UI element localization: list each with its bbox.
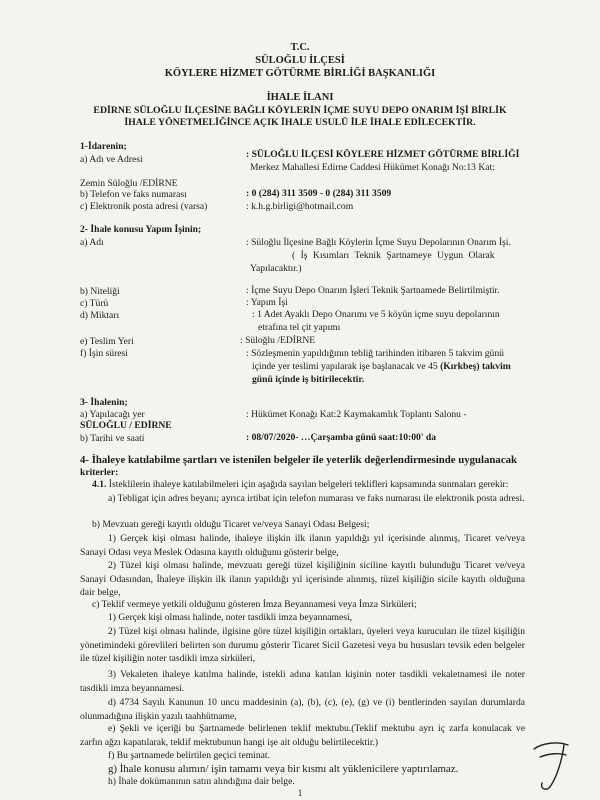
quantity-label: d) Miktarı bbox=[80, 310, 120, 321]
document-title: İHALE İLANI bbox=[266, 92, 334, 103]
duration-value-line2-end: takvim bbox=[481, 361, 511, 372]
nature-label: b) Niteliği bbox=[80, 286, 120, 297]
requirement-g: g) İhale konusu alımın/ işin tamamı veya bir kısmı alt yüklenicilere yaptırılamaz. bbox=[108, 763, 459, 775]
admin-address-cont: Zemin Süloğlu /EDİRNE bbox=[80, 178, 178, 189]
duration-label: f) İşin süresi bbox=[80, 348, 128, 359]
work-name-value-line3: Yapılacaktır.) bbox=[250, 263, 302, 274]
requirement-a: a) Tebligat için adres beyanı; ayrıca irtibat için telefon numarası ve faks numarası ile elektronik posta adresi. bbox=[108, 493, 525, 504]
nature-value: : İçme Suyu Depo Onarım İşleri Teknik Şartnamede Belirtilmiştir. bbox=[246, 285, 500, 296]
duration-value-line2-text: içinde yer teslimi yapılarak işe başlanacak ve 45 bbox=[252, 361, 438, 372]
work-name-value-line1: : Süloğlu İlçesine Bağlı Köylerin İçme Suyu Depolarının Onarım İşi. bbox=[246, 237, 511, 248]
requirement-e: e) Şekli ve içeriği bu Şartnamede belirlenen teklif mektubu.(Teklif mektubu ayrı iç zarfa konulacak ve zarfın ağzı kapatılarak, teklif mektubunun hangi işe ait olduğu belirtilecektir.) bbox=[80, 723, 525, 748]
tender-place-label: a) Yapılacağı yer bbox=[80, 409, 145, 420]
tender-date-value: : 08/07/2020- …Çarşamba günü saat:10:00' da bbox=[246, 432, 437, 443]
quantity-value-line2: etrafına tel çit yapımı bbox=[258, 322, 341, 333]
work-name-value-line2: ( İş Kısımları Teknik Şartnameye Uygun Olarak bbox=[292, 250, 495, 261]
quantity-value-line1: : 1 Adet Ayaklı Depo Onarımı ve 5 köyün içme suyu depolarının bbox=[252, 309, 500, 320]
clause-4-1-number: 4.1. bbox=[92, 479, 107, 490]
section-3-heading: 3- İhalenin; bbox=[80, 397, 128, 408]
requirement-c: c) Teklif vermeye yetkili olduğunu gösteren İmza Beyannamesi veya İmza Sirküleri; bbox=[92, 599, 417, 610]
tender-place-value-line2: SÜLOĞLU / EDİRNE bbox=[80, 420, 172, 431]
section-4-heading-cont: kriterler: bbox=[80, 467, 119, 478]
duration-value-line1: : Sözleşmenin yapıldığının tebliğ tarihinden itibaren 5 takvim günü bbox=[246, 348, 504, 359]
tender-place-value: : Hükümet Konağı Kat:2 Kaymakamlık Toplantı Salonu - bbox=[246, 409, 467, 420]
requirement-c-2: 2) Tüzel kişi olması halinde, ilgisine göre tüzel kişiliğin ortakları, üyeleri veya kurucuları ile tüzel kişiliğin yönetimindeki görevlileri belirten son durumu gösterir Ticaret Sicil Gazetesi veya bu hususları tevsik eden belgeler ile tüzel kişiliğin noter tasdikli imza sirküleri, bbox=[80, 626, 525, 664]
delivery-place-label: e) Teslim Yeri bbox=[80, 336, 134, 347]
type-label: c) Türü bbox=[80, 298, 109, 309]
duration-days-in-words: (Kırkbeş) bbox=[440, 361, 480, 372]
clause-4-1 bbox=[92, 479, 508, 491]
section-1-heading: 1-İdarenin; bbox=[80, 141, 127, 152]
requirement-c-1: 1) Gerçek kişi olması halinde, noter tasdikli imza beyannamesi, bbox=[108, 612, 353, 623]
header-org-district: SÜLOĞLU İLÇESİ bbox=[255, 55, 345, 66]
work-name-label: a) Adı bbox=[80, 237, 104, 248]
header-org-name: KÖYLERE HİZMET GÖTÜRME BİRLİĞİ BAŞKANLIĞI bbox=[164, 68, 436, 79]
clause-4-1-text: İsteklilerin ihaleye katılabilmeleri için aşağıda sayılan belgeleri teklifleri kapsamında sunmaları gerekir: bbox=[108, 479, 509, 490]
requirement-b-1: 1) Gerçek kişi olması halinde, ihaleye ilişkin ilk ilanın yapıldığı yıl içerisinde alınmış, Ticaret ve/veya Sanayi Odası veya Meslek Odasına kayıtlı olduğunu gösterir belge, bbox=[80, 533, 525, 558]
email-label: c) Elektronik posta adresi (varsa) bbox=[80, 201, 208, 212]
requirement-b-2: 2) Tüzel kişi olması halinde, mevzuatı gereği tüzel kişiliğinin siciline kayıtlı bulunduğu Ticaret ve/veya Sanayi Odasından, İhaleye ilişkin ilk ilanın yapıldığı yıl içerisinde alınmış, tüzel kişiliğin sicile kayıtlı olduğuna dair belge, bbox=[80, 560, 525, 598]
section-2-heading: 2- İhale konusu Yapım İşinin; bbox=[80, 224, 202, 235]
page-number: 1 bbox=[297, 788, 303, 799]
header-tc: T.C. bbox=[290, 42, 310, 53]
signature bbox=[528, 735, 576, 795]
document-subtitle-line2: İHALE YÖNETMELİĞİNCE AÇIK İHALE USULÜ İLE İHALE EDİLECEKTİR. bbox=[124, 117, 476, 128]
section-4-heading: 4- İhaleye katılabilme şartları ve istenilen belgeler ile yeterlik değerlendirmesinde uygulanacak bbox=[80, 454, 518, 466]
admin-name-label: a) Adı ve Adresi bbox=[80, 154, 143, 165]
document-subtitle-line1: EDİRNE SÜLOĞLU İLÇESİNE BAĞLI KÖYLERİN İÇME SUYU DEPO ONARIM İŞİ BİRLİK bbox=[93, 105, 507, 116]
requirement-b: b) Mevzuatı gereği kayıtlı olduğu Ticaret ve/veya Sanayi Odası Belgesi; bbox=[92, 519, 370, 530]
requirement-f: f) Bu şartnamede belirtilen geçici teminat. bbox=[108, 750, 270, 761]
type-value: : Yapım İşi bbox=[246, 297, 288, 308]
phone-fax-label: b) Telefon ve faks numarası bbox=[80, 189, 187, 200]
email-value: : k.h.g.birligi@hotmail.com bbox=[246, 201, 354, 212]
delivery-place-value: : Süloğlu /EDİRNE bbox=[240, 335, 316, 346]
requirement-h: h) İhale dokümanının satın alındığına dair belge. bbox=[108, 776, 295, 787]
tender-date-label: b) Tarihi ve saati bbox=[80, 433, 145, 444]
duration-value-line2 bbox=[252, 361, 511, 373]
admin-name-value: : SÜLOĞLU İLÇESİ KÖYLERE HİZMET GÖTÜRME BİRLİĞİ bbox=[246, 149, 520, 160]
requirement-c-3: 3) Vekaleten ihaleye katılma halinde, istekli adına katılan kişinin noter tasdikli vekaletnamesi ile noter tasdikli imza beyannamesi. bbox=[80, 669, 525, 694]
admin-address-value: Merkez Mahallesi Edirne Caddesi Hükümet Konağı No:13 Kat: bbox=[250, 162, 495, 173]
requirement-d: d) 4734 Sayılı Kanunun 10 uncu maddesinin (a), (b), (c), (e), (g) ve (i) bentlerinden sayılan durumlarda olunmadığına ilişkin yazılı taahhütname, bbox=[80, 697, 525, 722]
phone-fax-value: : 0 (284) 311 3509 - 0 (284) 311 3509 bbox=[246, 188, 392, 199]
duration-value-line3: günü içinde iş bitirilecektir. bbox=[252, 374, 365, 385]
